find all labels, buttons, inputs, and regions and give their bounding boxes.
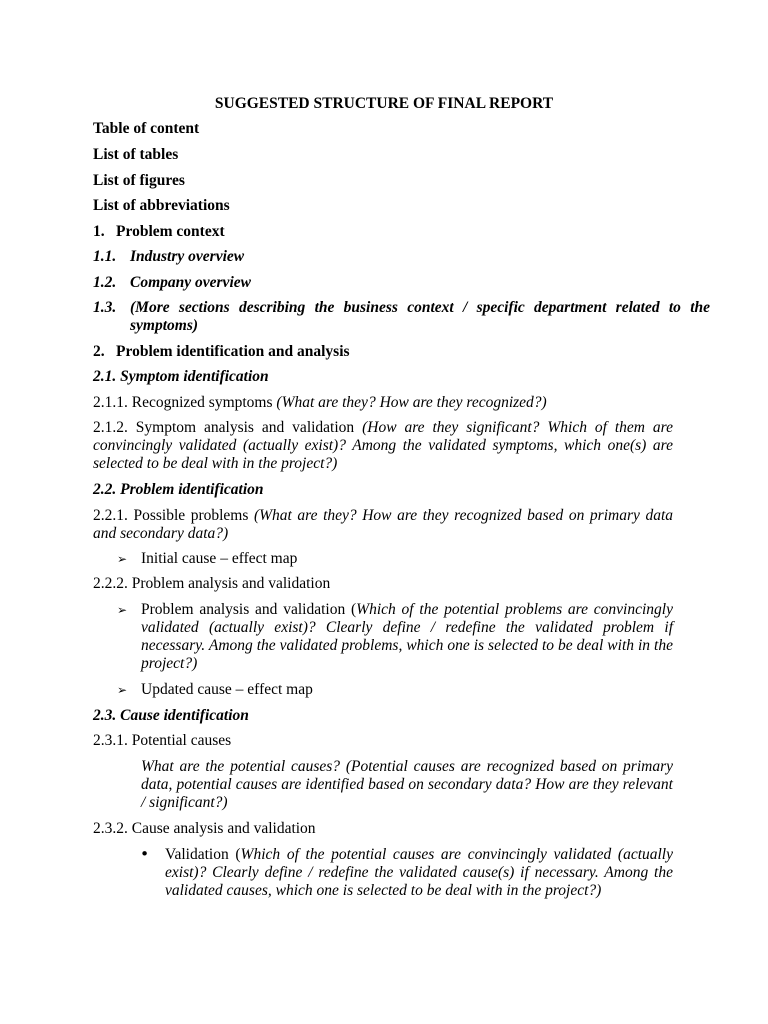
bullet-initial-map [117,550,673,568]
section-1-1-number: 1.1. [93,248,117,265]
section-2-2-heading: 2.2. Problem identification [93,481,264,498]
bullet-problem-analysis [117,601,673,673]
bullet-updated-map [117,681,673,699]
section-1-3-heading [93,299,710,335]
paragraph-2-1-2-note: (How are they significant? Which of them are convincingly validated (actually exist)? Among the validated symptoms, which one(s) are selected to be deal with in the project?) [93,419,673,472]
bullet-problem-analysis-note: Which of the potential problems are convincingly validated (actually exist)? Clearly define / redefine the validated problem if necessary. Among the validated problems, which one is selected to be deal with in the project?) [141,601,673,672]
bullet-problem-analysis-label: Problem analysis and validation ( [141,601,357,618]
section-1-1-heading [93,248,673,266]
paragraph-2-1-2-label: 2.1.2. Symptom analysis and validation [93,419,363,436]
arrow-bullet-icon: ➢ [117,603,128,617]
section-1-2-heading [93,274,673,292]
bullet-dot-icon: • [140,845,150,863]
section-1-number: 1. [93,223,105,240]
section-1-heading [93,223,673,241]
arrow-bullet-icon: ➢ [117,552,128,566]
paragraph-2-2-2: 2.2.2. Problem analysis and validation [93,575,331,592]
section-1-3-title: (More sections describing the business context / specific department related to the symptoms) [130,299,710,334]
section-1-1-title: Industry overview [130,248,245,265]
bullet-validation [140,845,673,900]
paragraph-2-3-2: 2.3.2. Cause analysis and validation [93,820,316,837]
section-2-heading [93,343,673,361]
front-matter-list-of-abbreviations: List of abbreviations [93,197,230,214]
front-matter-list-of-figures: List of figures [93,172,185,189]
section-1-2-title: Company overview [130,274,251,291]
section-1-3-number: 1.3. [93,299,117,316]
paragraph-2-1-1 [93,394,673,412]
paragraph-2-1-1-note: (What are they? How are they recognized?) [276,394,547,411]
paragraph-2-1-2 [93,419,673,473]
section-2-number: 2. [93,343,105,360]
bullet-validation-label: Validation ( [165,846,241,863]
section-2-1-heading: 2.1. Symptom identification [93,368,269,385]
paragraph-2-2-1-note: (What are they? How are they recognized based on primary data and secondary data?) [93,507,674,542]
section-2-title: Problem identification and analysis [116,343,350,360]
bullet-updated-map-text: Updated cause – effect map [141,681,313,698]
section-2-3-heading: 2.3. Cause identification [93,707,249,724]
document-title: SUGGESTED STRUCTURE OF FINAL REPORT [214,95,554,112]
bullet-initial-map-text: Initial cause – effect map [141,550,298,567]
front-matter-list-of-tables: List of tables [93,146,179,163]
arrow-bullet-icon: ➢ [117,683,128,697]
section-1-title: Problem context [116,223,225,240]
bullet-validation-note: Which of the potential causes are convincingly validated (actually exist)? Clearly define / redefine the validated cause(s) if necessary. Among the validated causes, which one is selected to be deal with in the project?) [165,846,673,899]
section-1-2-number: 1.2. [93,274,117,291]
paragraph-2-2-1-label: 2.2.1. Possible problems [93,507,254,524]
front-matter-table-of-content: Table of content [93,120,200,137]
paragraph-2-2-1 [93,507,673,543]
paragraph-2-3-1: 2.3.1. Potential causes [93,732,232,749]
paragraph-2-1-1-label: 2.1.1. Recognized symptoms [93,394,277,411]
paragraph-2-3-1-note: What are the potential causes? (Potential causes are recognized based on primary data, potential causes are identified based on secondary data? How are they relevant / significant?) [141,758,673,811]
